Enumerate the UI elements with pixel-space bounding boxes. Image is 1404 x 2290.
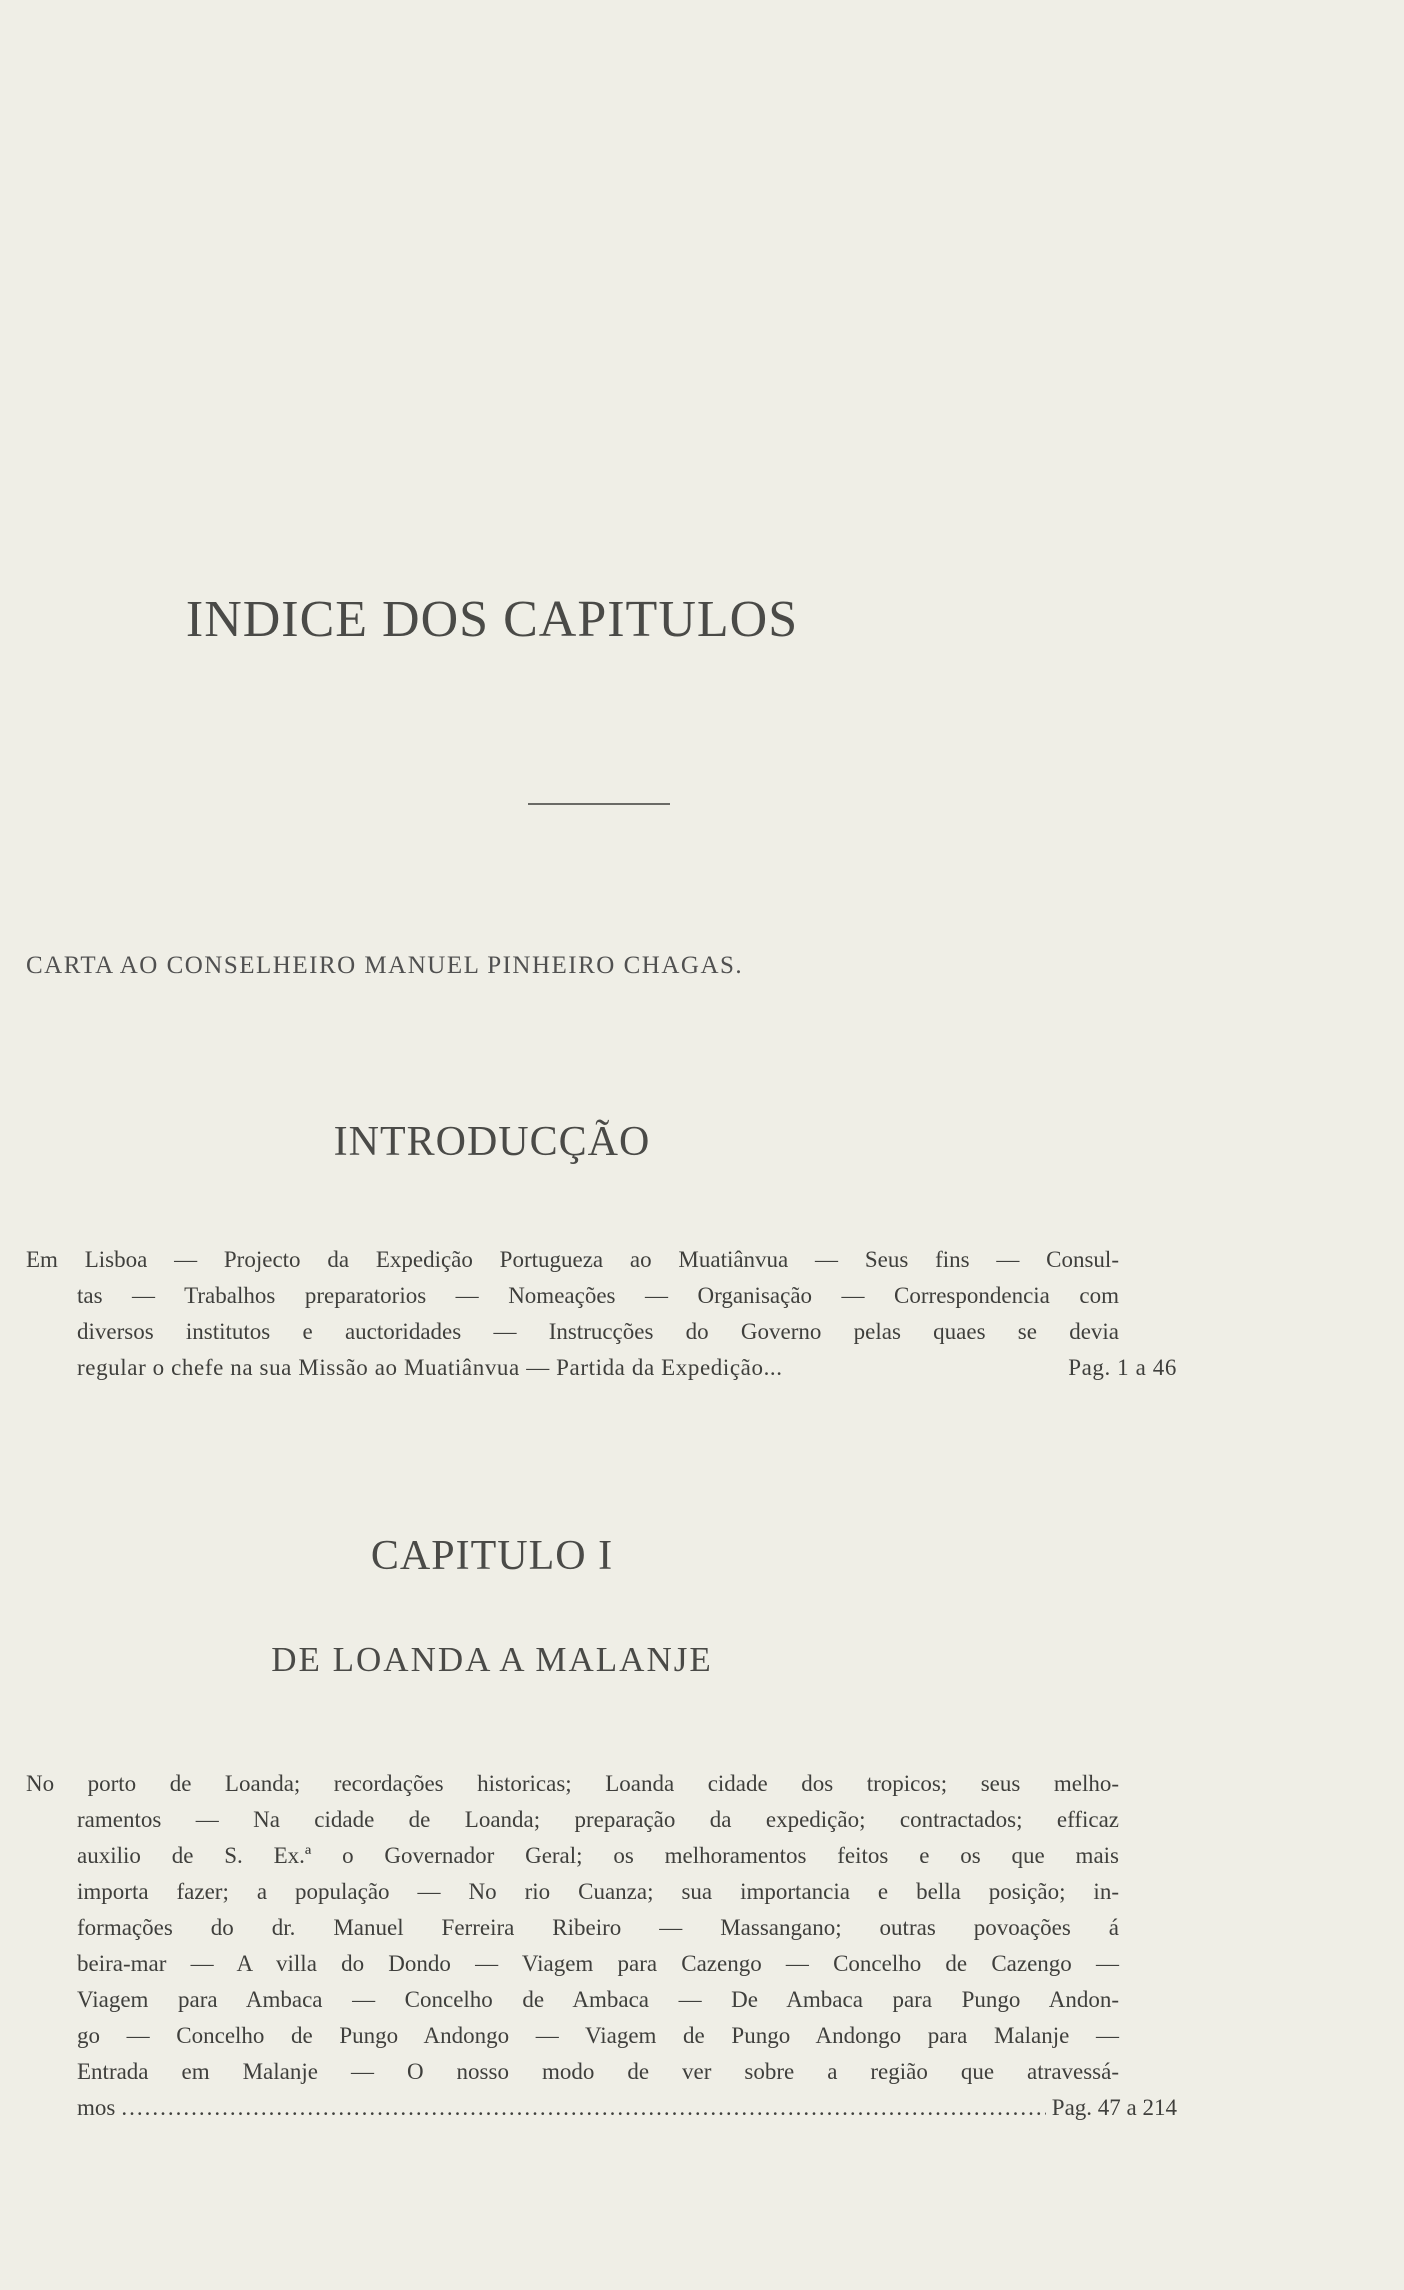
introduction-summary — [26, 1242, 1176, 1386]
summary-line: regular o chefe na sua Missão ao Muatiânvua — Partida da Expedição... — [77, 1355, 783, 1380]
summary-line: tas — Trabalhos preparatorios — Nomeações — Organisação — Correspondencia com — [77, 1283, 1119, 1308]
summary-line: No porto de Loanda; recordações historicas; Loanda cidade dos tropicos; seus melho- — [26, 1771, 1119, 1796]
summary-line: beira-mar — A villa do Dondo — Viagem para Cazengo — Concelho de Cazengo — — [77, 1951, 1119, 1976]
chapter-summary — [26, 1766, 1176, 2126]
summary-line: Entrada em Malanje — O nosso modo de ver sobre a região que atravessá- — [77, 2059, 1119, 2084]
divider-rule — [528, 803, 670, 805]
summary-last-line — [77, 1350, 1177, 1386]
summary-line: formações do dr. Manuel Ferreira Ribeiro — Massangano; outras povoações á — [77, 1915, 1119, 1940]
summary-line: ramentos — Na cidade de Loanda; preparação da expedição; contractados; efficaz — [77, 1807, 1119, 1832]
dot-leader — [121, 2090, 1045, 2126]
summary-line: Viagem para Ambaca — Concelho de Ambaca — De Ambaca para Pungo Andon- — [77, 1987, 1119, 2012]
summary-line: mos — [77, 2095, 116, 2120]
index-title: INDICE DOS CAPITULOS — [185, 591, 799, 648]
page-range: Pag. 47 a 214 — [1051, 2095, 1177, 2120]
summary-line: importa fazer; a população — No rio Cuanza; sua importancia e bella posição; in- — [77, 1879, 1119, 1904]
summary-line: Em Lisboa — Projecto da Expedição Portugueza ao Muatiânvua — Seus fins — Consul- — [26, 1247, 1119, 1272]
summary-line: go — Concelho de Pungo Andongo — Viagem de Pungo Andongo para Malanje — — [77, 2023, 1119, 2048]
introduction-heading: INTRODUCÇÃO — [333, 1119, 651, 1165]
chapter-heading: CAPITULO I — [370, 1533, 614, 1579]
chapter-subtitle: DE LOANDA A MALANJE — [271, 1640, 713, 1679]
letter-entry: CARTA AO CONSELHEIRO MANUEL PINHEIRO CHAGAS. — [26, 952, 744, 979]
summary-last-line — [77, 2090, 1177, 2126]
summary-line: diversos institutos e auctoridades — Instrucções do Governo pelas quaes se devia — [77, 1319, 1119, 1344]
page-range: Pag. 1 a 46 — [1068, 1355, 1177, 1380]
summary-line: auxilio de S. Ex.ª o Governador Geral; os melhoramentos feitos e os que mais — [77, 1843, 1119, 1868]
